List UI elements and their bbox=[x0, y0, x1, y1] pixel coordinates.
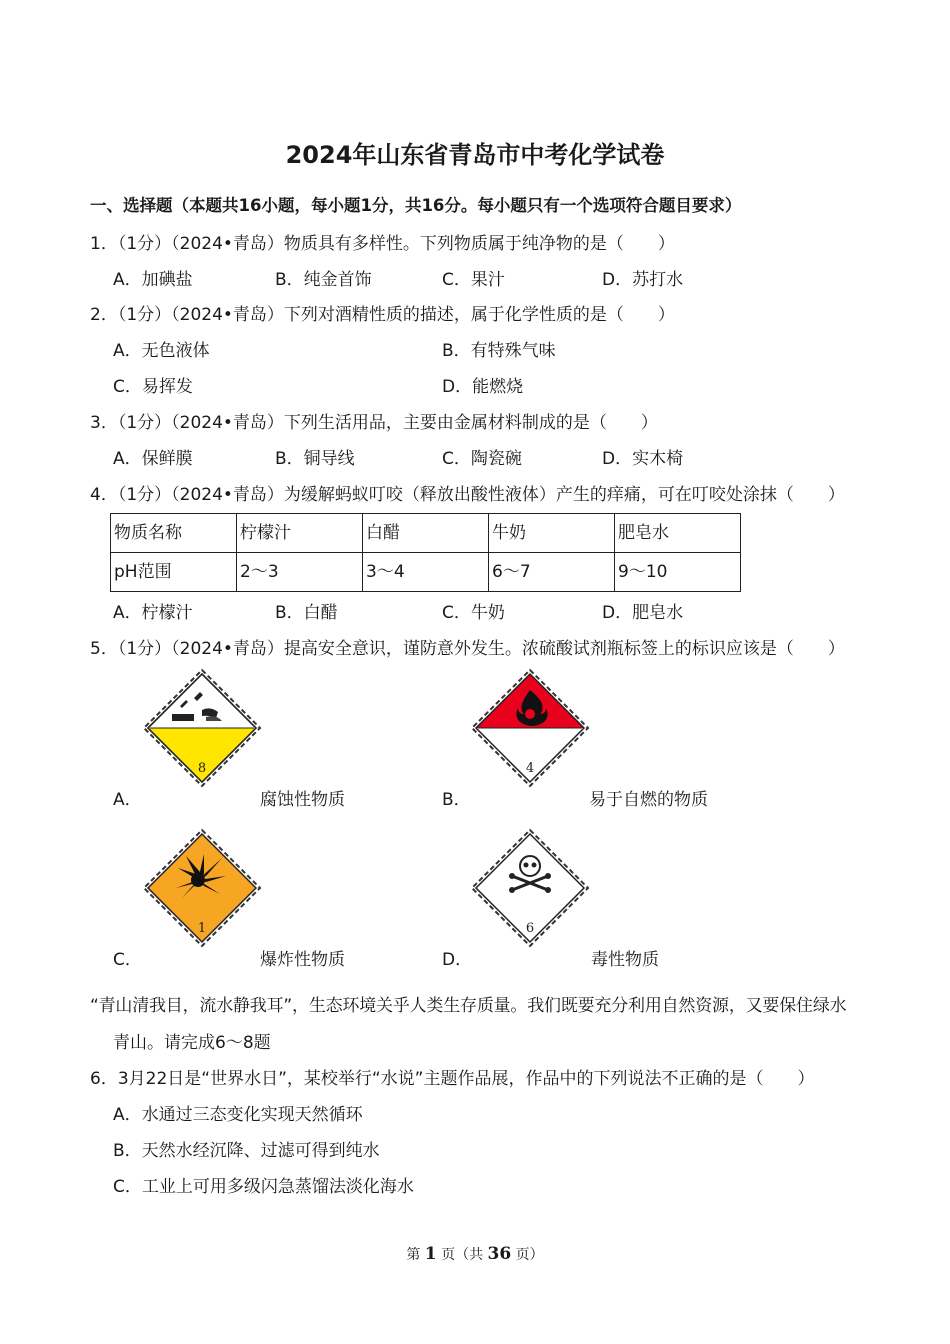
q2-option-b[interactable]: B．有特殊气味 bbox=[442, 341, 556, 361]
q3-option-c[interactable]: C．陶瓷碗 bbox=[442, 449, 522, 469]
sign-number-a: 8 bbox=[197, 761, 207, 776]
question-3-stem: 3．（1分）（2024•青岛）下列生活用品，主要由金属材料制成的是（ ） bbox=[90, 413, 658, 433]
q1-option-d[interactable]: D．苏打水 bbox=[602, 270, 684, 290]
q4-option-b[interactable]: B．白醋 bbox=[275, 603, 338, 623]
flammable-sign-icon bbox=[470, 668, 590, 788]
ph-table bbox=[110, 513, 741, 592]
q4-option-a[interactable]: A．柠檬汁 bbox=[113, 603, 193, 623]
passage-line-2: 青山。请完成6～8题 bbox=[113, 1033, 271, 1053]
table-cell: 9～10 bbox=[615, 553, 741, 592]
sign-number-d: 6 bbox=[525, 921, 535, 936]
q2-option-c[interactable]: C．易挥发 bbox=[113, 377, 193, 397]
q5-option-c-letter[interactable]: C． bbox=[113, 950, 142, 970]
table-cell: 肥皂水 bbox=[615, 514, 741, 553]
page-title: 2024年山东省青岛市中考化学试卷 bbox=[285, 141, 665, 169]
question-1-stem: 1．（1分）（2024•青岛）物质具有多样性。下列物质属于纯净物的是（ ） bbox=[90, 234, 675, 254]
q5-option-b-caption: 易于自燃的物质 bbox=[589, 790, 708, 810]
q6-option-a[interactable]: A．水通过三态变化实现天然循环 bbox=[113, 1105, 363, 1125]
q1-option-b[interactable]: B．纯金首饰 bbox=[275, 270, 372, 290]
q3-option-a[interactable]: A．保鲜膜 bbox=[113, 449, 193, 469]
table-header-row bbox=[111, 514, 741, 553]
table-cell: 3～4 bbox=[363, 553, 489, 592]
q3-option-d[interactable]: D．实木椅 bbox=[602, 449, 684, 469]
q4-option-c[interactable]: C．牛奶 bbox=[442, 603, 505, 623]
q6-option-c[interactable]: C．工业上可用多级闪急蒸馏法淡化海水 bbox=[113, 1177, 414, 1197]
footer-middle: 页（共 bbox=[441, 1247, 484, 1263]
explosive-sign-icon bbox=[142, 828, 262, 948]
section-heading: 一、选择题（本题共16小题，每小题1分，共16分。每小题只有一个选项符合题目要求） bbox=[90, 196, 742, 215]
table-cell: 物质名称 bbox=[111, 514, 237, 553]
q5-option-a-letter[interactable]: A． bbox=[113, 790, 142, 810]
footer-prefix: 第 bbox=[406, 1247, 421, 1263]
table-cell: 牛奶 bbox=[489, 514, 615, 553]
page-footer bbox=[0, 1244, 950, 1264]
table-cell: 柠檬汁 bbox=[237, 514, 363, 553]
q5-option-d-caption: 毒性物质 bbox=[591, 950, 659, 970]
q1-option-a[interactable]: A．加碘盐 bbox=[113, 270, 193, 290]
q2-option-a[interactable]: A．无色液体 bbox=[113, 341, 210, 361]
q5-option-b-letter[interactable]: B． bbox=[442, 790, 471, 810]
table-cell: pH范围 bbox=[111, 553, 237, 592]
table-row bbox=[111, 553, 741, 592]
q4-option-d[interactable]: D．肥皂水 bbox=[602, 603, 684, 623]
q1-option-c[interactable]: C．果汁 bbox=[442, 270, 505, 290]
sign-number-c: 1 bbox=[197, 921, 207, 936]
sign-number-b: 4 bbox=[525, 761, 535, 776]
q5-option-c-caption: 爆炸性物质 bbox=[260, 950, 345, 970]
footer-suffix: 页） bbox=[515, 1247, 544, 1263]
q6-option-b[interactable]: B．天然水经沉降、过滤可得到纯水 bbox=[113, 1141, 380, 1161]
corrosive-sign-icon bbox=[142, 668, 262, 788]
question-5-stem: 5．（1分）（2024•青岛）提高安全意识，谨防意外发生。浓硫酸试剂瓶标签上的标识应该是（ ） bbox=[90, 639, 845, 659]
question-4-stem: 4．（1分）（2024•青岛）为缓解蚂蚁叮咬（释放出酸性液体）产生的痒痛，可在叮咬处涂抹（ ） bbox=[90, 485, 845, 505]
passage-line-1: “青山清我目，流水静我耳”，生态环境关乎人类生存质量。我们既要充分利用自然资源，又要保住绿水 bbox=[90, 996, 847, 1016]
q2-option-d[interactable]: D．能燃烧 bbox=[442, 377, 524, 397]
toxic-sign-icon bbox=[470, 828, 590, 948]
question-2-stem: 2．（1分）（2024•青岛）下列对酒精性质的描述，属于化学性质的是（ ） bbox=[90, 305, 675, 325]
table-cell: 6～7 bbox=[489, 553, 615, 592]
table-cell: 2～3 bbox=[237, 553, 363, 592]
footer-page-number: 1 bbox=[424, 1244, 437, 1264]
question-6-stem: 6．3月22日是“世界水日”，某校举行“水说”主题作品展，作品中的下列说法不正确的是（ ） bbox=[90, 1069, 815, 1089]
q5-option-d-letter[interactable]: D． bbox=[442, 950, 473, 970]
q5-option-a-caption: 腐蚀性物质 bbox=[260, 790, 345, 810]
footer-total-pages: 36 bbox=[487, 1244, 512, 1264]
q3-option-b[interactable]: B．铜导线 bbox=[275, 449, 355, 469]
table-cell: 白醋 bbox=[363, 514, 489, 553]
